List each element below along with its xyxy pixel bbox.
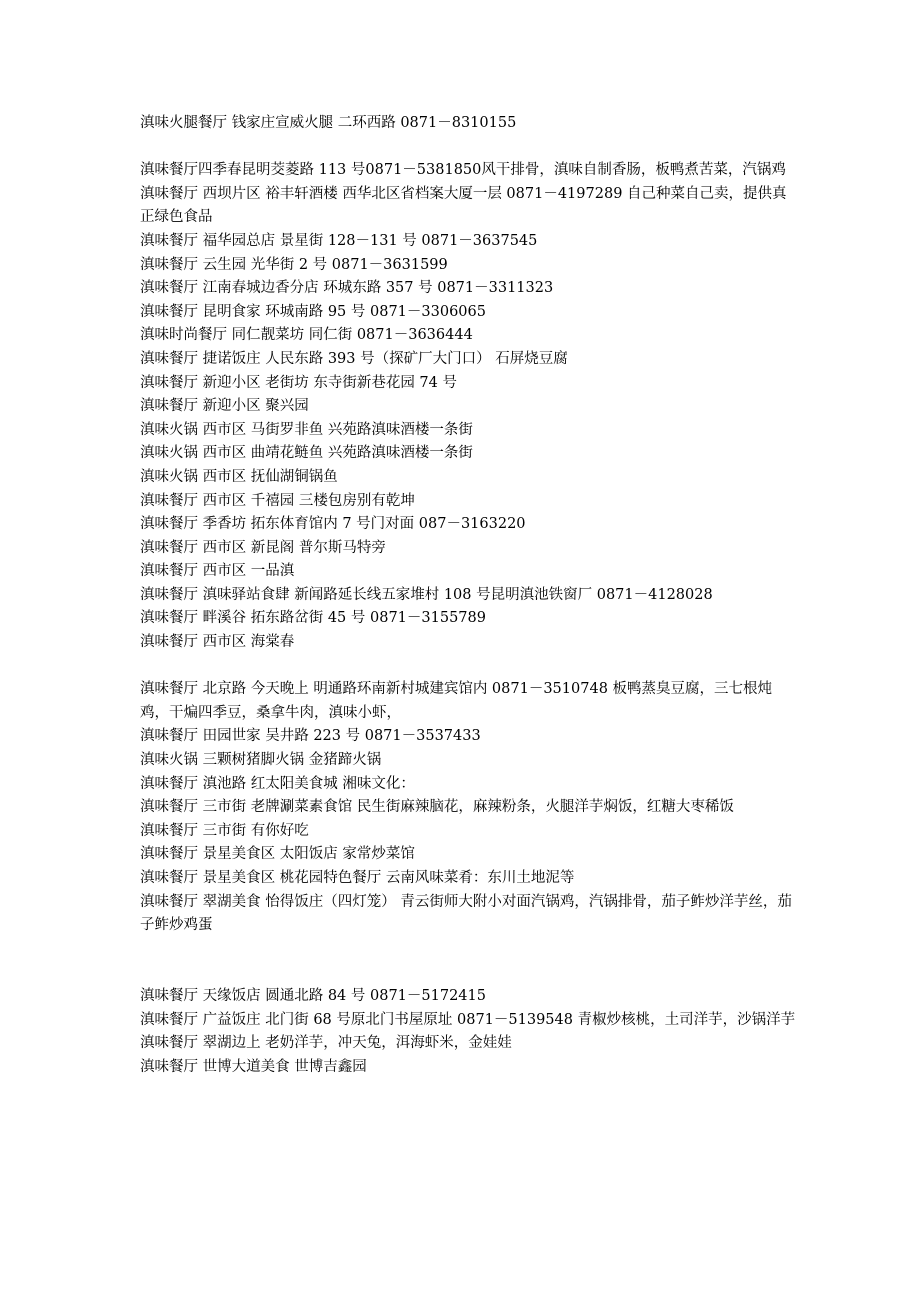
text-line: 滇味餐厅 翠湖美食 怡得饭庄（四灯笼） 青云街师大附小对面汽锅鸡，汽锅排骨，茄子鲊炒洋芋丝，茄子鲊炒鸡蛋 <box>140 893 792 934</box>
text-line: 滇味火腿餐厅 钱家庄宣威火腿 二环西路 0871－8310155 <box>140 115 517 131</box>
text-line: 滇味餐厅 景星美食区 太阳饭店 家常炒菜馆 <box>140 846 415 863</box>
blank-line <box>140 136 800 160</box>
text-line: 滇味餐厅 田园世家 吴井路 223 号 0871－3537433 <box>140 728 481 745</box>
text-line: 滇味火锅 西市区 马街罗非鱼 兴苑路滇味酒楼一条街 <box>140 421 473 438</box>
text-line: 滇味火锅 西市区 抚仙湖铜锅鱼 <box>140 468 338 485</box>
blank-line <box>140 655 800 679</box>
text-line: 滇味餐厅 广益饭庄 北门街 68 号原北门书屋原址 0871－5139548 青椒炒核桃，土司洋芋，沙锅洋芋 <box>140 1011 796 1028</box>
blank-line <box>140 938 800 985</box>
text-line: 滇味餐厅 滇池路 红太阳美食城 湘味文化： <box>140 775 415 792</box>
text-line: 滇味餐厅 昆明食家 环城南路 95 号 0871－3306065 <box>140 303 486 320</box>
text-line: 滇味餐厅 季香坊 拓东体育馆内 7 号门对面 087－3163220 <box>140 516 526 533</box>
text-line: 滇味火锅 三颗树猪脚火锅 金猪蹄火锅 <box>140 752 382 769</box>
text-line: 滇味餐厅 捷诺饭庄 人民东路 393 号（探矿厂大门口） 石屏烧豆腐 <box>140 350 568 367</box>
text-line: 滇味餐厅 新迎小区 聚兴园 <box>140 398 309 415</box>
text-line: 滇味餐厅 西坝片区 裕丰轩酒楼 西华北区省档案大厦一层 0871－4197289 自己种菜自己卖，提供真正绿色食品 <box>140 185 787 226</box>
text-line: 滇味餐厅 翠湖边上 老奶洋芋，冲天兔，洱海虾米，金娃娃 <box>140 1035 512 1052</box>
paragraph-block-1 <box>140 112 800 136</box>
text-line: 滇味餐厅 云生园 光华街 2 号 0871－3631599 <box>140 256 448 273</box>
paragraph-block-4 <box>140 985 800 1079</box>
text-line: 滇味餐厅 西市区 海棠春 <box>140 634 295 651</box>
text-line: 滇味餐厅 三市街 有你好吃 <box>140 822 309 839</box>
text-line: 滇味餐厅 滇味驿站食肆 新闻路延长线五家堆村 108 号昆明滇池铁窗厂 0871－4128028 <box>140 586 713 603</box>
text-line: 滇味火锅 西市区 曲靖花鲢鱼 兴苑路滇味酒楼一条街 <box>140 445 473 462</box>
text-line: 滇味餐厅 江南春城边香分店 环城东路 357 号 0871－3311323 <box>140 280 554 297</box>
text-line: 滇味餐厅 世博大道美食 世博吉鑫园 <box>140 1058 367 1075</box>
text-line: 滇味餐厅 福华园总店 景星街 128－131 号 0871－3637545 <box>140 232 538 249</box>
text-line: 滇味餐厅 新迎小区 老街坊 东寺街新巷花园 74 号 <box>140 374 457 391</box>
text-line: 滇味时尚餐厅 同仁靓菜坊 同仁街 0871－3636444 <box>140 327 473 344</box>
text-line: 滇味餐厅 西市区 千禧园 三楼包房别有乾坤 <box>140 492 415 509</box>
text-line: 滇味餐厅 景星美食区 桃花园特色餐厅 云南风味菜肴：东川土地泥等 <box>140 870 575 886</box>
text-line: 滇味餐厅 畔溪谷 拓东路岔街 45 号 0871－3155789 <box>140 610 486 627</box>
paragraph-block-3 <box>140 678 800 938</box>
text-line: 滇味餐厅 北京路 今天晚上 明通路环南新村城建宾馆内 0871－3510748 板鸭蒸臭豆腐，三七根炖鸡，干煸四季豆，桑拿牛肉，滇味小虾， <box>140 681 773 721</box>
text-line: 滇味餐厅 西市区 新昆阁 普尔斯马特旁 <box>140 539 386 556</box>
text-line: 滇味餐厅 三市街 老牌涮菜素食馆 民生街麻辣脑花，麻辣粉条，火腿洋芋焖饭，红糖大枣稀饭 <box>140 799 734 816</box>
document-body <box>140 112 800 1079</box>
text-line: 滇味餐厅 天缘饭店 圆通北路 84 号 0871－5172415 <box>140 987 486 1004</box>
text-line: 滇味餐厅四季春昆明茭菱路 113 号0871－5381850风干排骨，滇味自制香肠，板鸭煮苦菜，汽锅鸡 <box>140 162 786 179</box>
text-line: 滇味餐厅 西市区 一品滇 <box>140 563 295 580</box>
paragraph-block-2 <box>140 159 800 654</box>
